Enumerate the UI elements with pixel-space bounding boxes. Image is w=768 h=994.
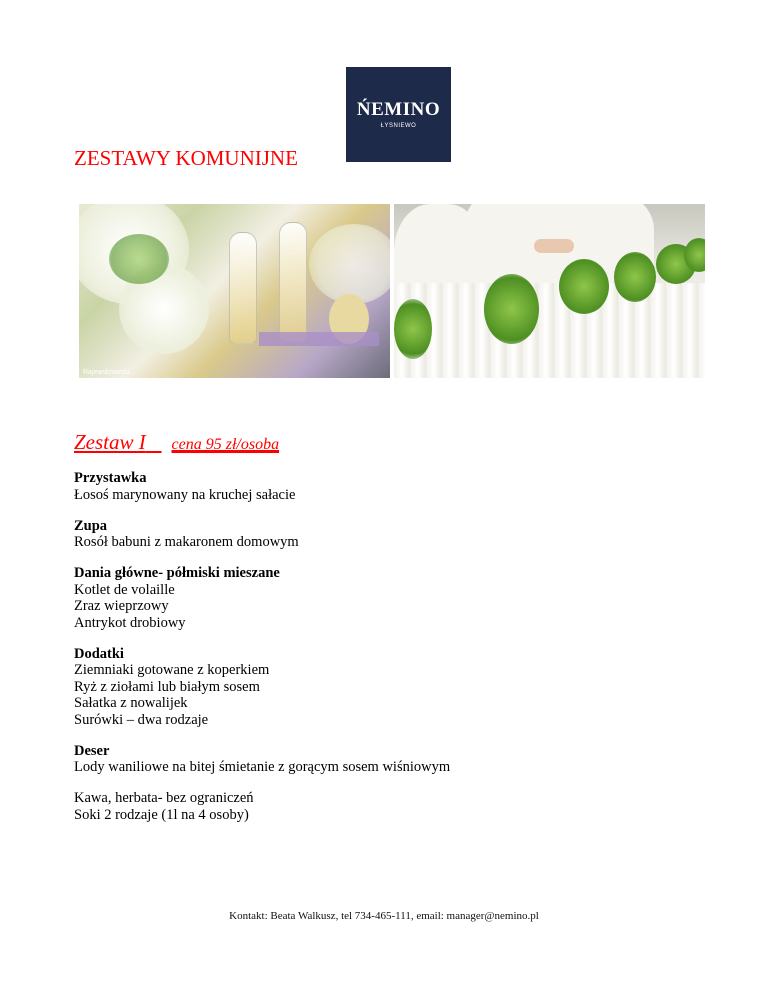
photo-communion-children: [394, 204, 705, 378]
menu-item: Ziemniaki gotowane z koperkiem: [74, 662, 270, 678]
section-title: Dodatki: [74, 645, 124, 662]
menu-item: Surówki – dwa rodzaje: [74, 711, 209, 728]
section-title: Przystawka: [74, 470, 147, 486]
set-heading: [74, 430, 279, 455]
section-title: Zupa: [74, 517, 108, 534]
logo-subtitle: ŁYSNIEWO: [380, 123, 417, 129]
menu-section-sides: [74, 646, 694, 729]
menu-section-soup: [74, 518, 694, 551]
set-name: Zestaw I: [74, 430, 146, 454]
nemino-logo: [346, 67, 451, 162]
menu-item: Zraz wieprzowy: [74, 598, 169, 614]
menu-section-drinks: [74, 790, 694, 823]
drink-item: Soki 2 rodzaje (1l na 4 osoby): [74, 806, 249, 823]
contact-footer: Kontakt: Beata Walkusz, tel 734-465-111, email: manager@nemino.pl: [229, 910, 539, 922]
set-price: cena 95 zł/osoba: [171, 436, 280, 453]
menu-item: Kotlet de volaille: [74, 581, 175, 598]
photo-communion-table-decor: [79, 204, 390, 378]
menu-section-starter: [74, 470, 694, 503]
menu-item: Lody waniliowe na bitej śmietanie z gorącym sosem wiśniowym: [74, 759, 451, 775]
menu-section-main-dishes: [74, 565, 694, 631]
photo-credit: Rajewskrowski...: [83, 369, 136, 376]
menu-section-dessert: [74, 743, 694, 776]
drink-item: Kawa, herbata- bez ograniczeń: [74, 790, 254, 806]
logo-name: ŃEMINO: [356, 99, 441, 120]
menu-item: Antrykot drobiowy: [74, 614, 186, 631]
menu-item: Rosół babuni z makaronem domowym: [74, 534, 299, 550]
menu-item: Ryż z ziołami lub białym sosem: [74, 678, 260, 695]
menu-item: Łosoś marynowany na kruchej sałacie: [74, 486, 296, 503]
menu-item: Sałatka z nowalijek: [74, 695, 188, 711]
page-title: ZESTAWY KOMUNIJNE: [74, 146, 298, 170]
section-title: Dania główne- półmiski mieszane: [74, 565, 280, 581]
menu-content: [74, 470, 694, 838]
section-title: Deser: [74, 742, 110, 759]
